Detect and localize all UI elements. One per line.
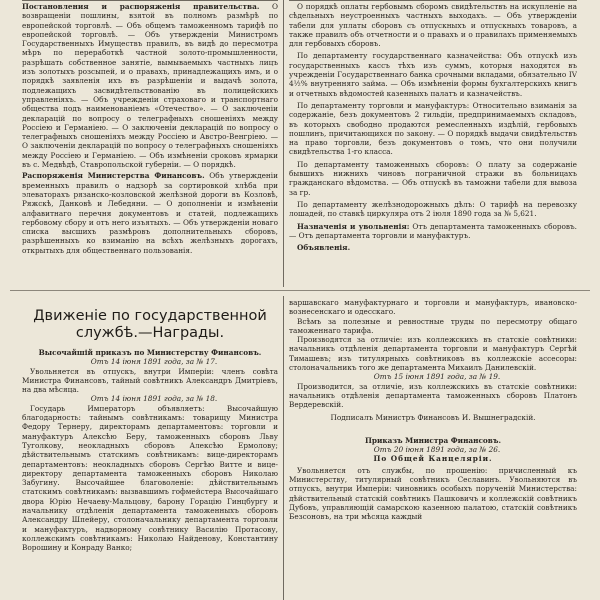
contents-heading: Назначенія и увольненія: xyxy=(297,221,410,231)
contents-paragraph xyxy=(289,200,577,219)
section-heading: По Общей Канцеляріи. xyxy=(373,454,493,464)
contents-text: Отъ департамента таможенныхъ сборовъ. — Отъ департамента торговли и мануфактуръ. xyxy=(289,221,577,240)
decree-paragraph: Увольняется въ отпускъ, внутри Имперіи: членъ совѣта Министра Финансовъ, тайный совѣтникъ Александръ Дмитріевъ, на два мѣсяца. xyxy=(22,366,278,395)
contents-announcements: Объявленія. xyxy=(297,243,351,253)
article-title-line: службѣ.—Награды. xyxy=(75,325,225,341)
decree-date: Отъ 14 іюня 1891 года, за № 17. xyxy=(90,357,218,367)
decree-paragraph: Всѣмъ за полезные и ревностные труды по пересмотру общаго таможеннаго тарифа. xyxy=(289,316,577,335)
contents-heading: По департаменту таможенныхъ сборовъ: xyxy=(297,159,470,169)
contents-heading: Постановления и распоряженія правительства. xyxy=(22,2,260,11)
decree-heading: Высочайшій приказъ по Министерству Финансовъ. xyxy=(38,348,262,357)
contents-heading: По департаменту государственнаго казначейства: xyxy=(297,51,502,61)
signature-line: Подписалъ Министръ Финансовъ И. Вышнеградскій. xyxy=(330,412,536,422)
contents-paragraph xyxy=(289,222,577,241)
contents-text: О возвращеніи пошлины, взятой въ полномъ размѣрѣ по европейской торговлѣ. — Объ общемъ таможенномъ тарифѣ по европейской торговлѣ. — Объ утвержденіи Министромъ Государственныхъ Имуществъ правилъ, въ видѣ до пересмотра мѣръ по переработкѣ частной золото-промышленности, разрѣшать собственное занятіе, вымываемыхъ частныхъ лицъ изъ золотыхъ розсыпей, и о правахъ, принадлежащихъ имъ, и о порядкѣ заявленія ихъ въ разрѣшеніи и выдачѣ золота, подлежащихъ засвидѣтельствованію въ полицейскихъ управленіяхъ. — Объ учрежденіи страховаго и транспортнаго общества подъ наименованіемъ «Отечество». — О заключеніи декларацій по вопросу о телеграфныхъ сношеніяхъ между Россіею и Германіею. — О заключеніи декларацій по вопросу о телеграфныхъ сношеніяхъ между Россіею и Австро-Венгріею. — О заключеніи декларацій по вопросу о телеграфныхъ сношеніяхъ между Россіею и Германіею. — Объ измѣненіи сроковъ ярмарки въ с. Медвѣдѣ, Ставропольской губерніи. — О порядкѣ. xyxy=(22,2,278,170)
contents-paragraph xyxy=(289,101,577,157)
contents-right-column xyxy=(289,0,577,286)
order-heading: Приказъ Министра Финансовъ. xyxy=(364,435,502,445)
contents-paragraph xyxy=(22,2,278,169)
contents-heading: По департаменту желѣзнодорожныхъ дѣлъ: xyxy=(297,199,475,209)
decree-paragraph: варшавскаго мануфактурнаго и торговли и мануфактуръ, ивановско-вознесенскаго и одесскаго. xyxy=(289,298,577,317)
contents-text: О тарифѣ на перевозку лошадей, по ставкѣ циркуляра отъ 2 іюля 1890 года за № 5,621. xyxy=(289,199,577,219)
contents-paragraph xyxy=(289,160,577,197)
contents-text: Объ утвержденіи временныхъ правилъ о надзорѣ за сортировкой хлѣба при элеваторахъ рязанско-козловской желѣзной дороги въ Козловѣ, Ряжскѣ, Данковѣ и Лебедяни. — О дополненіи и измѣненіи алфавитнаго перечня документовъ и статей, подлежащихъ гербовому сбору и отъ него изъятыхъ. — Объ утвержденіи новаго списка высшихъ размѣровъ дополнительныхъ сборовъ, разрѣшенныхъ ко взиманію на всѣхъ желѣзныхъ дорогахъ, открытыхъ для общественнаго пользованія. xyxy=(22,171,278,255)
contents-text: Объ отпускѣ изъ государственныхъ кассъ тѣхъ изъ суммъ, которыя находятся въ учрежденіи Государственнаго банка срочными вкладами, обязательно IV 4½% внутренняго займа. — Объ измѣненіи формы бухгалтерскихъ книгъ и отчетныхъ вѣдомостей казенныхъ палатъ и казначействъ. xyxy=(289,51,577,98)
contents-text: О порядкѣ оплаты гербовымъ сборомъ свидѣтельствъ на искупленіе на сѣдельныхъ неустроенныхъ частныхъ выходахъ. — Объ утвержденіи табели для уплаты сборовъ съ отпускныхъ и отпускныхъ товаровъ, а также правилъ объ отчетности и о правахъ и о правилахъ применяемыхъ для гербовыхъ сборовъ. xyxy=(289,2,577,49)
decree-date: Отъ 15 іюня 1891 года, за № 19. xyxy=(373,372,501,382)
article-right-column xyxy=(289,298,577,600)
order-date: Отъ 20 іюня 1891 года, за № 26. xyxy=(373,445,501,455)
section-separator xyxy=(10,290,590,291)
contents-heading: Распоряженія Министерства Финансовъ. xyxy=(22,171,205,181)
contents-left-column xyxy=(22,0,278,286)
article-left-column xyxy=(22,298,278,600)
contents-text: О плату за содержаніе бывшихъ нижнихъ чиновъ пограничной стражи въ больницахъ гражданскаго вѣдомства. — Объ отпускѣ въ таможни табели для вывоза за гр. xyxy=(289,159,577,197)
column-divider-top xyxy=(283,0,284,287)
order-paragraph: Увольняется отъ службы, по прошенію: причисленный къ Министерству, титулярный совѣтникъ Сеславинъ. Увольняются въ отпускъ, внутри Имперіи: чиновникъ особыхъ порученій Министерства: дѣйствительный статскій совѣтникъ Пашковичъ и коллежскій совѣтникъ Дубовъ, управляющій самарскою казенною палатою, статскій совѣтникъ Безсоновъ, на три мѣсяца каждый xyxy=(289,465,577,522)
contents-text: Относительно взиманія за содержаніе, безъ документовъ 2 гильдіи, предпринимаемыхъ складовъ, въ которыхъ свободно продаются ремесленныхъ издѣлій, гербовыхъ пошлинъ, причитающихся по закону. — О порядкѣ выдачи свидѣтельствъ на право торговли, безъ документовъ о томъ, что они получили свидѣтельства 1-го класса. xyxy=(289,100,577,157)
decree-paragraph: Государь Императоръ объявляетъ: Высочайшую благодарность: тайнымъ совѣтникамъ: товарищу Министра Федору Тернеру, директорамъ департаментовъ: торговли и мануфактуръ Алексѣю Беру, таможенныхъ сборовъ Льву Туголкову, неокладныхъ сборовъ Алексѣю Ермолову; дѣйствительнымъ статскимъ совѣтникамъ: вице-директорамъ департаментовъ: неокладныхъ сборовъ Сергѣю Витте и вице-директору департамента таможенныхъ сборовъ Николаю Забугину. Высочайшее благоволеніе: дѣйствительнымъ статскимъ совѣтникамъ: вызвавшимъ гофмейстера Высочайшаго двора Юрію Нечаеву-Мальцову, барону Горацію Гинцбургу и начальнику отдѣленія департамента таможенныхъ сборовъ Александру Шпейеру, столоначальнику департамента торговли и мануфактуръ, надворному совѣтнику Василію Протасову, коллежскимъ совѣтникамъ: Николаю Найденову, Константину Ворошину и Конраду Ванко; xyxy=(22,403,278,553)
contents-paragraph xyxy=(22,171,278,255)
decree-paragraph: Производится, за отличіе, изъ коллежскихъ въ статскіе совѣтники: начальникъ отдѣленія департамента таможенныхъ сборовъ Платонъ Вердеревскій. xyxy=(289,381,577,410)
column-divider-bottom xyxy=(283,296,284,600)
article-title xyxy=(22,308,278,342)
article-title-line: Движеніе по государственной xyxy=(33,308,267,324)
decree-paragraph: Производятся за отличіе: изъ коллежскихъ въ статскіе совѣтники: начальникъ отдѣленія департамента торговли и мануфактуръ Сергѣй Тимашевъ; изъ титулярныхъ совѣтниковъ въ коллежскіе ассесоры: столоначальникъ того же департамента Михаилъ Данилевскій. xyxy=(289,335,577,373)
contents-heading: По департаменту торговли и мануфактуръ: xyxy=(297,100,470,110)
decree-date: Отъ 14 іюня 1891 года, за № 18. xyxy=(90,394,218,404)
contents-paragraph xyxy=(289,51,577,97)
